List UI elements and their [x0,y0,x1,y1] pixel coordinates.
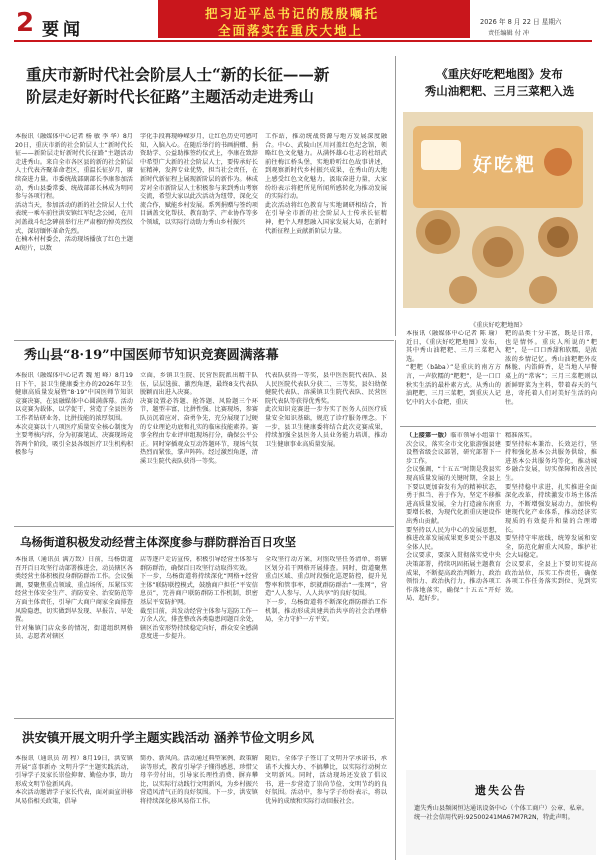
slogan-line-2: 全面落实在重庆大地上 [218,23,364,38]
photo-title-text: 好吃粑 [473,154,537,176]
article-3-col-2: 立面，乡镇卫生院、民营医院派出精干队伍，层层选拔、激烈角逐，最终8支代表队脱颖而出进入决赛。 决赛设置必答题、抢答题、风险题三个环节，题型丰富，比拼性强。比赛现场，参赛队员沉着应对、奋勇争先，充分展现了过硬的专业理论功底和扎实的临床技能素养。赛事全程由专业评审组现场打分，确保公平公正。同时穿插观众互动答题环节，现场气氛热烈而紧张，掌声阵阵。经过激烈角逐，清溪卫生院代表队获得一等奖。 [140,372,258,465]
editor-credit: 责任编辑 付 冲 [488,30,530,37]
slogan-line-1: 把习近平总书记的殷殷嘱托 [205,6,380,21]
article-6-lead: （上接第一版） [406,432,451,439]
article-4-col-2: 店等逐户走访宣传，积极引导经营主体参与群防群治，确保百日攻坚行动取得实效。 下一步，乌杨街道将持续深化“网格+经营主体”联防联控模式，鼓励商户担任“平安信息员”，完善商户联防群防工作机制，织密基层平安防护网。 截至目前，共发动经营主体参与巡防工作一万余人次，排查整改各类隐患问题百余处，辖区治安形势持续稳定向好，群众安全感满意度进一步提升。 [140,556,258,641]
lost-notice-title: 遗失公告 [475,784,527,797]
article-2-col-2: 粑的品类十分丰富，既是日常，也是情怀。重庆人所说的“粑粑”，是一口口香甜和软糯，是浓浓的乡情记忆。秀山油粑粑外皮酥脆、内馅鲜香，是当地人早餐桌上的“常客”；三月三菜粑则以新鲜野菜为主料，带着春天的气息，寄托着人们对美好生活的向往。 [505,330,597,406]
photo-caption: 《重庆好吃粑地图》 [470,322,526,329]
article-4-col-1: 本报讯（通讯员 满万致）日前，乌杨街道召开百日攻坚行动部署推进会，动员辖区各类经营主体积极投身群防群治工作。会议强调，要聚焦重点领域、重点场所，压紧压实经营主体安全生产、消防安全、治安防范等方面主体责任，引导广大商户商家全面排查风险隐患，切实做到早发现、早报告、早处置。 针对集镇门店众多的情况，街道组织网格员、志愿者对辖区 [15,556,133,641]
article-4-col-3: 全攻坚行动方案，对照攻坚任务清单，将辖区划分若干网格开展排查。同时，街道聚焦重点区域、重点时段强化巡逻防控，提升见警率和管事率，织就群防群治“一张网”，营造“人人参与、人人共享”的良好氛围。 下一步，乌杨街道将不断深化群防群治工作机制，推动形成共建共治共享的社会治理格局，全力守护一方平安。 [265,556,387,624]
masthead [0,0,605,44]
article-6-col-1-text: 临市领导小组第十次会议，落实全市文化旅游强县建设暨省级会议部署，研究部署下一步工作。 会议强调，“十五五”时期是我县实现高质量发展的关键时期，全县上下要以更加奋发有为的精神状态，勇于担当、善于作为，坚定不移推进高质量发展，全力打造渝东南重要增长极，为现代化新重庆建设作出秀山贡献。 要坚持以人民为中心的发展思想，推进改革发展成果更多更公平惠及全体人民。 会议要求，要深入贯彻落实党中央决策部署，持续巩固拓展主题教育成果，不断提高政治判断力、政治领悟力、政治执行力，推动各项工作落地落实，确保“十五五”开好局、起好步。 [406,432,501,603]
section-divider [14,526,394,527]
article-2-headline [402,66,597,100]
article-3-col-1: 本报讯（融媒体中心记者 魏 旭 峰）8月19日下午，县卫生健康委主办的2026年卫生健康高质量发展暨“8·19”中国医师节知识竞赛决赛，在县融媒体中心圆满落幕。活动以竞赛为载体，以学促干，营造了全县医务工作者钻研业务、比拼技能的浓厚氛围。 本次竞赛以十八项医疗质量安全核心制度为主要考核内容，分为初赛笔试、决赛现场竞答两个阶段，吸引全县各级医疗卫生机构积极参与 [15,372,133,457]
article-6-col-1 [406,432,501,762]
article-1-col-1: 本报讯（融媒体中心记者 杨 敏 李 华）8月20日，重庆市新的社会阶层人士“新时代长征——新阶层走好新时代长征路”主题活动走进秀山。来自全市各区县的新的社会阶层人士代表齐聚革命老区，重温长征岁月，赓续奋进力量。市委统战部副部长李康参加活动，秀山县委常委、统战部部长林成为明同参与各项行程。 活动当天，参加活动的新的社会阶层人士代表统一乘车前往洪安镇红军纪念公园，在川河盖战斗纪念碑前举行庄严肃穆的悼英烈仪式，深切缅怀革命先烈。 在楠木村村委会，活动现场播放了红色主题AI短片，以数 [15,133,133,252]
article-5-col-2: 简办、新风尚。活动通过典型案例、政策解读等形式，教育引导学子懂得感恩、珍惜父母辛劳付出，引导家长理性消费、摒弃攀比，以实际行动践行文明新风，为乡村振兴营造风清气正的良好氛围。下一步，洪安镇将持续深化移风易俗工作。 [140,755,258,805]
lost-notice-box [406,770,596,855]
article-3-headline: 秀山县“8·19”中国医师节知识竞赛圆满落幕 [24,348,279,363]
article-2-headline-line-2: 秀山油粑粑、三月三菜粑入选 [424,84,575,98]
article-1-headline-line-2: 阶层走好新时代长征路”主题活动走进秀山 [26,87,314,106]
article-1-col-2: 字化手段再现峥嵘岁月，让红色历史可感可知，入脑入心。在随后举行的书画捐赠、捐资助学、公益助推签约仪式上，李康在致辞中希望广大新的社会阶层人士，要传承好长征精神，发挥专业优势，担当社会责任，在新时代新征程上展现新阶层的新作为。林成芳对全市新阶层人士积极参与来到秀山考察交流，希望大家以此次活动为纽带，深化交流合作，赋能乡村发展。系列捐赠与签约项目涵盖文化帮扶、教育助学、产业协作等多个领域，以实际行动助力秀山乡村振兴 [140,133,258,226]
header-rule [14,40,592,42]
section-divider [400,426,596,427]
article-5-headline: 洪安镇开展文明升学主题实践活动 涵养节俭文明乡风 [22,730,314,745]
article-1-col-3: 工作站，推动统战资源与地方发展深度融合。中心、武陵山区川河盖红色纪念馆，领略红色文化魅力。从满怀雄心壮志的杜绍武前往梅江桥头堡，实地聆听红色故事讲述，到观察新时代乡村振兴成果，在秀山的大地上感受红色文化魅力，汲取奋进力量，大家纷纷表示将把所见所闻所感转化为推动发展的实际行动。 此次活动将红色教育与实地调研相结合，旨在引导全市新的社会阶层人士传承长征精神，把个人理想融入国家发展大局，在新时代新征程上贡献新阶层力量。 [265,133,387,235]
article-4-headline: 乌杨街道积极发动经营主体深度参与群防群治百日攻坚 [20,535,296,549]
article-6-col-2: 精准落实。 要坚持标本兼治、长效运行，坚持和强化基本公共服务供给，推进基本公共服务均等化，推动城乡融合发展，切实保障和改善民生。 要坚持稳中求进，扎实推进全面深化改革，持续激发市场主体活力，不断增强发展动力，加快构建现代化产业体系，推动经济实现质的有效提升和量的合理增长。 要坚持守牢底线，统筹发展和安全，防范化解重大风险，维护社会大局稳定。 会议要求，全县上下要切实提高政治站位，压实工作责任，确保各项工作任务落实到位、见到实效。 [505,432,597,594]
article-2-headline-line-1: 《重庆好吃粑地图》发布 [436,67,563,81]
section-divider [14,718,394,719]
article-2-col-1: 本报讯（融媒体中心记者 陈 瑜）近日，《重庆好吃粑地图》发布，其中秀山油粑粑、三月三菜粑入选。 “粑粑（bāba）”是重庆的南方方言，一声软糯的“粑粑”，是一口口秋实生活的最朴素方式。从秀山的油粑粑、三月三菜粑，到重庆人记忆中的大小食粑，重庆 [406,330,501,406]
article-1-headline [26,64,396,108]
lost-notice-body: 遗失秀山县频闲恒达通讯设备中心（个体工商户）公章、私章。统一社会信用代码:92500241MA67M7R2N，特此声明。 [414,805,588,821]
column-divider [395,340,396,860]
issue-date: 2026 年 8 月 22 日 星期六 [480,18,562,26]
article-1-headline-line-1: 重庆市新时代社会阶层人士“新的长征——新 [26,65,330,84]
article-5-col-1: 本报讯（通讯员 胡 程）8月19日，洪安镇开展“喜事新办 文明升学”主题实践活动，引导学子及家长崇俭抑奢、勤俭办事，助力形成文明节俭新风尚。 本次活动邀请学子家长代表，面对面宣讲移风易俗相关政策，倡导 [15,755,133,805]
column-divider [395,56,396,336]
page-number: 2 [16,8,35,38]
section-title: 要闻 [42,20,84,40]
food-map-photo [403,112,593,308]
section-divider [14,340,394,341]
article-3-col-3: 代表队获得一等奖，县中医医院代表队、县人民医院代表队分获二、三等奖，县妇幼保健院代表队、溶溪镇卫生院代表队、民营医院代表队等获得优秀奖。 此次知识竞赛进一步夯实了医务人员医疗质量安全知识基础，规范了诊疗服务理念。下一步，县卫生健康委将结合此次竞赛成果，持续加强全县医务人员业务能力培训，推动卫生健康事业高质量发展。 [265,372,387,448]
article-5-col-3: 随后，全体学子签订了文明升学承诺书，承诺不大操大办、不搞攀比，以实际行动树立文明新风。同时，活动现场还发放了倡议书，进一步营造了崇尚节俭、文明节约的良好氛围。活动中，参与学子纷纷表示，将以优异的成绩和实际行动回报社会。 [265,755,387,805]
